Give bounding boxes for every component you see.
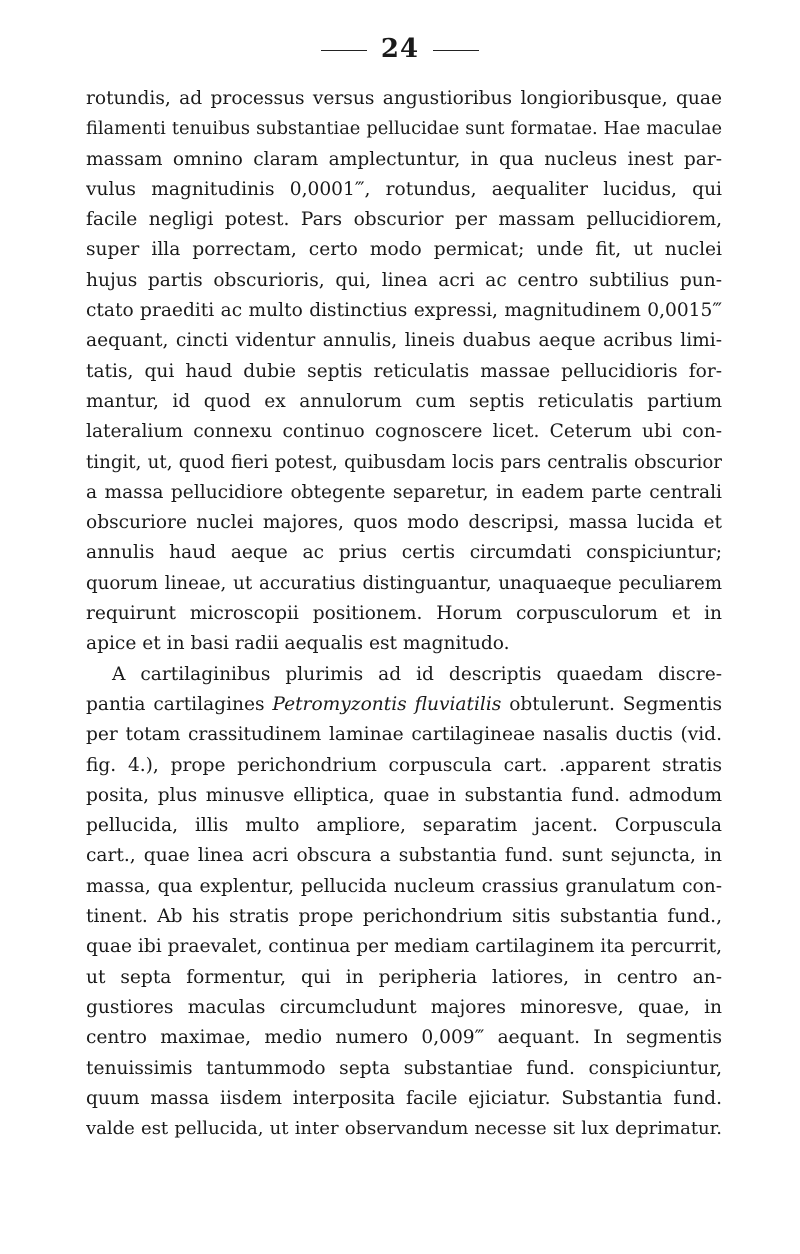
paragraph-end-line: apice et in basi radii aequalis est magnitudo. bbox=[86, 633, 510, 655]
text-line: per totam crassitudinem laminae cartilagineae nasalis ductis (vid. bbox=[86, 724, 722, 746]
text-line: obscuriore nuclei majores, quos modo descripsi, massa lucida et bbox=[86, 512, 722, 534]
page-header bbox=[0, 34, 800, 64]
text-line: cart., quae linea acri obscura a substantia fund. sunt sejuncta, in bbox=[86, 845, 722, 867]
paragraph-start-line: A cartilaginibus plurimis ad id descriptis quaedam discre- bbox=[112, 663, 722, 685]
text-line: quae ibi praevalet, continua per mediam cartilaginem ita percurrit, bbox=[86, 936, 722, 958]
body-text bbox=[86, 84, 722, 1144]
text-line: centro maximae, medio numero 0,009‴ aequant. In segmentis bbox=[86, 1027, 722, 1049]
text-line: aequant, cincti videntur annulis, lineis duabus aeque acribus limi- bbox=[86, 330, 722, 352]
text-line: requirunt microscopii positionem. Horum corpusculorum et in bbox=[86, 603, 722, 625]
text-line: filamenti tenuibus substantiae pellucidae sunt formatae. Hae maculae bbox=[86, 118, 722, 140]
text-fragment: pantia cartilagines bbox=[86, 693, 273, 715]
header-rule-right bbox=[433, 50, 479, 51]
text-line: annulis haud aeque ac prius certis circumdati conspiciuntur; bbox=[86, 542, 722, 564]
text-line: pellucida, illis multo ampliore, separatim jacent. Corpuscula bbox=[86, 815, 722, 837]
species-name: Petromyzontis fluviatilis bbox=[272, 693, 502, 715]
text-line: tinent. Ab his stratis prope perichondrium sitis substantia fund., bbox=[86, 906, 722, 928]
text-line-with-italic bbox=[86, 690, 722, 720]
text-line: posita, plus minusve elliptica, quae in substantia fund. admodum bbox=[86, 784, 722, 806]
text-line: ut septa formentur, qui in peripheria latiores, in centro an- bbox=[86, 966, 722, 988]
text-line: super illa porrectam, certo modo permicat; unde fit, ut nuclei bbox=[86, 239, 722, 261]
text-line: quum massa iisdem interposita facile ejiciatur. Substantia fund. bbox=[86, 1087, 722, 1109]
text-line: vulus magnitudinis 0,0001‴, rotundus, aequaliter lucidus, qui bbox=[86, 178, 722, 200]
page-number: 24 bbox=[380, 34, 420, 64]
text-line: mantur, id quod ex annulorum cum septis reticulatis partium bbox=[86, 390, 722, 412]
text-line: massa, qua explentur, pellucida nucleum crassius granulatum con- bbox=[86, 875, 722, 897]
text-line: tenuissimis tantummodo septa substantiae fund. conspiciuntur, bbox=[86, 1057, 722, 1079]
text-line: a massa pellucidiore obtegente separetur, in eadem parte centrali bbox=[86, 481, 722, 503]
text-line: rotundis, ad processus versus angustioribus longioribusque, quae bbox=[86, 88, 722, 109]
text-line: tatis, qui haud dubie septis reticulatis massae pellucidioris for- bbox=[86, 360, 722, 382]
text-line: hujus partis obscurioris, qui, linea acri ac centro subtilius pun- bbox=[86, 269, 722, 291]
text-line: valde est pellucida, ut inter observandum necesse sit lux deprimatur. bbox=[86, 1118, 722, 1140]
text-line: gustiores maculas circumcludunt majores minoresve, quae, in bbox=[86, 996, 722, 1018]
header-rule-left bbox=[321, 50, 367, 51]
text-line: lateralium connexu continuo cognoscere licet. Ceterum ubi con- bbox=[86, 421, 722, 443]
text-line: quorum lineae, ut accuratius distinguantur, unaquaeque peculiarem bbox=[86, 572, 722, 594]
text-line: massam omnino claram amplectuntur, in qua nucleus inest par- bbox=[86, 148, 722, 170]
text-line: fig. 4.), prope perichondrium corpuscula cart. .apparent stratis bbox=[86, 754, 722, 776]
text-line: ctato praediti ac multo distinctius expressi, magnitudinem 0,0015‴ bbox=[86, 300, 722, 322]
text-fragment: obtulerunt. Segmentis bbox=[501, 693, 722, 715]
text-line: facile negligi potest. Pars obscurior per massam pellucidiorem, bbox=[86, 209, 722, 231]
text-line: tingit, ut, quod fieri potest, quibusdam locis pars centralis obscurior bbox=[86, 451, 722, 473]
